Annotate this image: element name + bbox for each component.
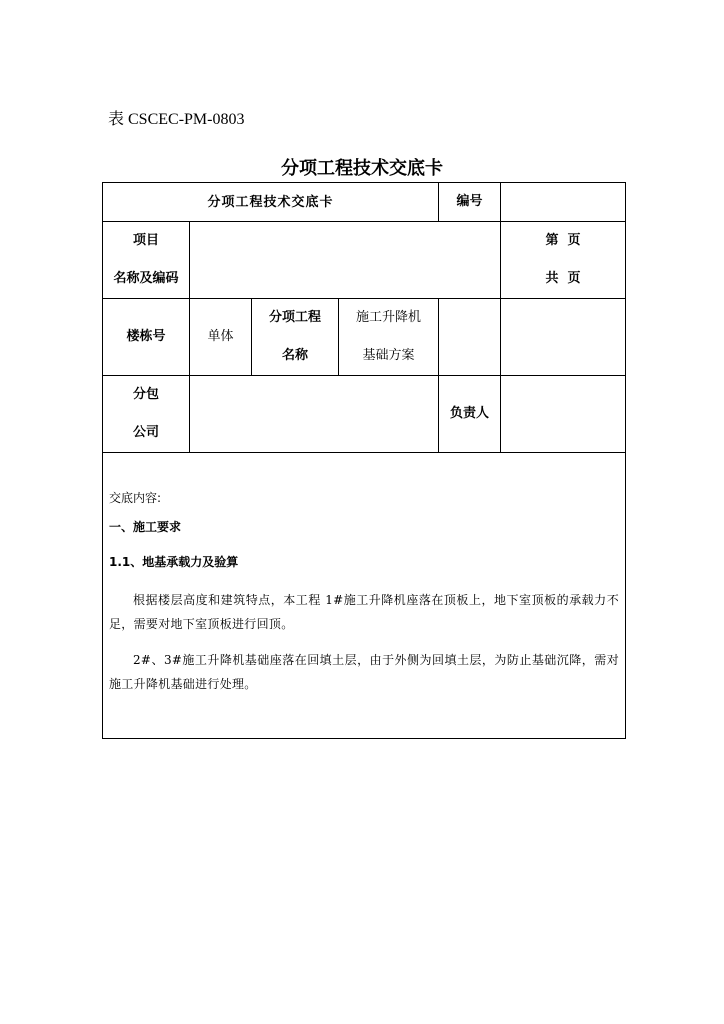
section-heading: 一、施工要求	[109, 520, 182, 534]
subproject-value-line1: 施工升降机	[356, 310, 422, 325]
project-label	[103, 222, 190, 299]
content-paragraph-2: 2#、3#施工升降机基础座落在回填土层，由于外侧为回填土层，为防止基础沉降，需对施工升降机基础进行处理。	[109, 653, 620, 691]
form-code: 表 CSCEC-PM-0803	[108, 111, 245, 128]
subcontractor-row	[103, 376, 626, 453]
header-row	[103, 183, 626, 222]
responsible-value[interactable]	[501, 376, 626, 453]
responsible-label: 负责人	[439, 376, 501, 453]
content-cell	[103, 453, 626, 739]
content-paragraph-1: 根据楼层高度和建筑特点，本工程 1#施工升降机座落在顶板上，地下室顶板的承载力不足，需要对地下室顶板进行回顶。	[109, 593, 620, 631]
subcontractor-value[interactable]	[190, 376, 439, 453]
subcontractor-label-line1: 分包	[132, 387, 159, 402]
subproject-value[interactable]	[339, 299, 439, 376]
page-number-label: 第 页	[545, 233, 581, 248]
subproject-label-line1: 分项工程	[268, 310, 321, 325]
subproject-label	[252, 299, 339, 376]
building-label: 楼栋号	[103, 299, 190, 376]
subproject-label-line2: 名称	[281, 348, 308, 363]
page-total-label: 共 页	[545, 271, 581, 286]
building-extra-2[interactable]	[501, 299, 626, 376]
page-count-cell	[501, 222, 626, 299]
building-value[interactable]: 单体	[190, 299, 252, 376]
project-value[interactable]	[190, 222, 501, 299]
subsection-heading: 1.1、地基承载力及验算	[109, 555, 239, 569]
building-extra-1[interactable]	[439, 299, 501, 376]
card-title: 分项工程技术交底卡	[103, 183, 439, 222]
content-label: 交底内容:	[109, 491, 162, 505]
subproject-value-line2: 基础方案	[362, 348, 415, 363]
building-row	[103, 299, 626, 376]
page-title: 分项工程技术交底卡	[281, 158, 443, 179]
content-row	[103, 453, 626, 739]
number-label: 编号	[439, 183, 501, 222]
project-row	[103, 222, 626, 299]
disclosure-card-table	[102, 182, 626, 739]
number-value[interactable]	[501, 183, 626, 222]
project-label-line1: 项目	[132, 233, 159, 248]
subcontractor-label	[103, 376, 190, 453]
subcontractor-label-line2: 公司	[132, 425, 159, 440]
project-label-line2: 名称及编码	[113, 271, 179, 286]
